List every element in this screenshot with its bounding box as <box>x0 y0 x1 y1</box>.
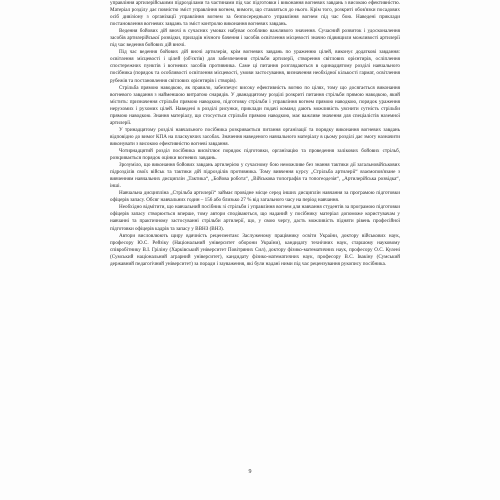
paragraph: Стрільба прямою наводкою, як правило, забезпечує високу ефективність вогню по цілях, тому що досягається виконання вогневого завдання з найменшою витратою снарядів. У дванадцятому розділі розкриті питання стрільби прямою наводкою, який містить: призначення стрільби прямою наводкою, підготовку стрільби і управління вогнем прямою наводкою, порядок ураження нерухомих і рухомих цілей. Наведені в розділі рисунки, приклади подачі команд дають можливість уяснити сутність стрільби прямою наводкою. Знання матеріалу, що стосується стрільби прямою наводкою, має важливе значення для спеціалістів наземної артилерії. <box>110 84 400 126</box>
paragraph: управління артилерійськими підрозділами та частинами під час підготовки і виконання вогневих завдань з високою ефективністю. Матеріал розділу дає повністю зміст управління вогнем, вимоги, що ставляться до нього. Крім того, розкриті обов'язки посадових осіб дивізіону з організації управління вогнем за безпосереднього управління вогнем під час бою. Наведені приклади постановлення вогневих завдань та зміст контролю виконання вогневих завдань. <box>110 0 400 28</box>
paragraph: Під час ведення бойових дій вночі артилерія, крім вогневих завдань по ураженню цілей, виконує додаткові завдання: освітлення місцевості і цілей (об'єктів) для забезпечення стрільби артилерії, створення світлових орієнтирів, осліплення спостережних пунктів і вогневих засобів противника. Саме ці питання розглядаються в одинадцятому розділі навчального посібника (порядок та особливості освітлення місцевості, умови застосування, визначення необхідної кількості гармат, освітлення рубежів та постановлення світлових орієнтирів і створів). <box>110 49 400 84</box>
paragraph: Автори висловлюють щиру вдячність рецензентам: Заслуженому працівнику освіти України, доктору військових наук, професору Ю.С. Рейзіку (Національний університет оборони України), кандидату технічних наук, старшому науковому співробітнику В.І. Гріліну (Харківський університет Повітряних Сил), доктору фізико-математичних наук, професору О.С. Кулені (Сумський національний аграрний університет), кандидату фізико-математичних наук, професору В.С. Івакіну (Сумський державний педагогічний університет) за поради і зауваження, які були надані ними під час рецензування рукопису посібника. <box>110 232 400 267</box>
body-text <box>110 0 400 268</box>
paragraph: Зрозуміло, що виконання бойових завдань артилерією у сучасному бою неможливе без знання тактики дії загальновійськових підрозділів своїх військ та тактики дій підрозділів противника. Тому вивчення курсу „Стрільба артилерії“ взаємопов'язане з вивченням навчальних дисциплін „Тактика“, „Бойова робота“, „Військова топографія та топогеодезія“, „Артилерійська розвідка“, інші. <box>110 162 400 190</box>
paragraph: Необхідно відмітити, що навчальний посібник зі стрільби і управління вогнем для навчання студентів за програмою підготовки офіцерів запасу створюється вперше, тому автори сподіваються, що наданий у посібнику матеріал допоможе користувачам у навчанні та практичному застосуванні стрільби артилерії, що, у свою чергу, дасть можливість підняти рівень професійної підготовки офіцерів кадрів та запасу у ВВНЗ (ВНЗ). <box>110 204 400 232</box>
page-number: 9 <box>248 469 252 475</box>
paragraph: Чотирнадцятий розділ посібника висвітлює порядок підготовки, організацію та проведення залікових бойових стрільб, розкривається порядок оцінки вогневих завдань. <box>110 147 400 162</box>
paragraph: Навчальна дисципліна „Стрільба артилерії“ займає провідне місце серед інших дисциплін навчання за програмою підготовки офіцерів запасу. Обсяг навчальних годин – 156 або близько 27 % від загального часу на період навчання. <box>110 190 400 204</box>
paragraph: Ведення бойових дій вночі в сучасних умовах набуває особливо важливого значення. Сучасний розвиток і удосконалення засобів артилерійської розвідки, приладів нічного бачення і засобів освітлення місцевості значно підвищили можливості артилерії під час ведення бойових дій вночі. <box>110 28 400 49</box>
paragraph: У тринадцятому розділі навчального посібника розкривається питання організації та порядку виконання вогневих завдань відповідно до вимог КПА на пласкуючих засобах. Значення наведеного навчального матеріалу в цьому розділі дає змогу назначити виконувати з високою ефективністю вогневі завдання. <box>110 126 400 147</box>
